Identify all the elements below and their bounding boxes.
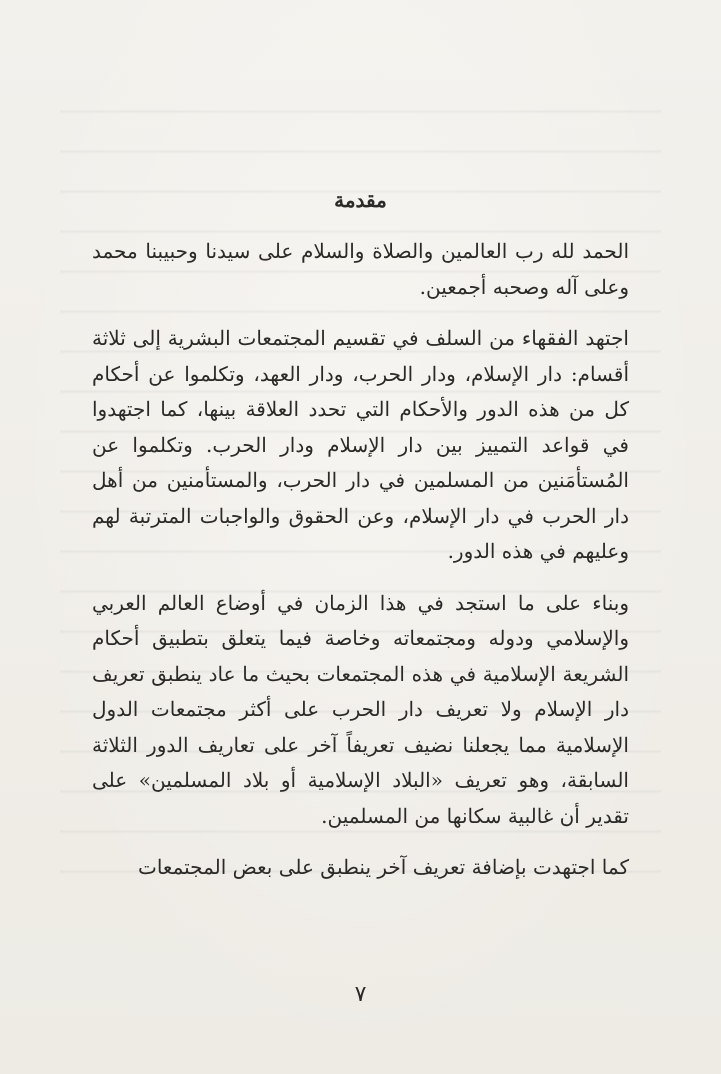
page-title: مقدمة [334, 188, 387, 212]
page-number: ٧ [354, 982, 367, 1007]
paragraph-continuation: كما اجتهدت بإضافة تعريف آخر ينطبق على بعض المجتمعات [138, 855, 629, 879]
page-content [92, 188, 629, 902]
paragraph-dar-division: اجتهد الفقهاء من السلف في تقسيم المجتمعات البشرية إلى ثلاثة أقسام: دار الإسلام، ودار الحرب، ودار العهد، وتكلموا عن أحكام كل من هذه الدور والأحكام التي تحدد العلاقة بينها، كما اجتهدوا في قواعد التمييز بين دار الإسلام ودار الحرب. وتكلموا عن المُستأمَنين من المسلمين في دار الحرب، والمستأمنين من أهل دار الحرب في دار الإسلام، وعن الحقوق والواجبات المترتبة لهم وعليهم في هذه الدور. [92, 326, 629, 563]
paragraph-modern-context: وبناء على ما استجد في هذا الزمان في أوضاع العالم العربي والإسلامي ودوله ومجتمعاته وخاصة فيما يتعلق بتطبيق أحكام الشريعة الإسلامية في هذه المجتمعات بحيث ما عاد ينطبق تعريف دار الإسلام ولا تعريف دار الحرب على أكثر مجتمعات الدول الإسلامية مما يجعلنا نضيف تعريفاً آخر على تعاريف الدور الثلاثة السابقة، وهو تعريف «البلاد الإسلامية أو بلاد المسلمين» على تقدير أن غالبية سكانها من المسلمين. [92, 590, 630, 828]
paragraph-opening: الحمد لله رب العالمين والصلاة والسلام على سيدنا وحبيبنا محمد وعلى آله وصحبه أجمعين. [92, 239, 629, 299]
